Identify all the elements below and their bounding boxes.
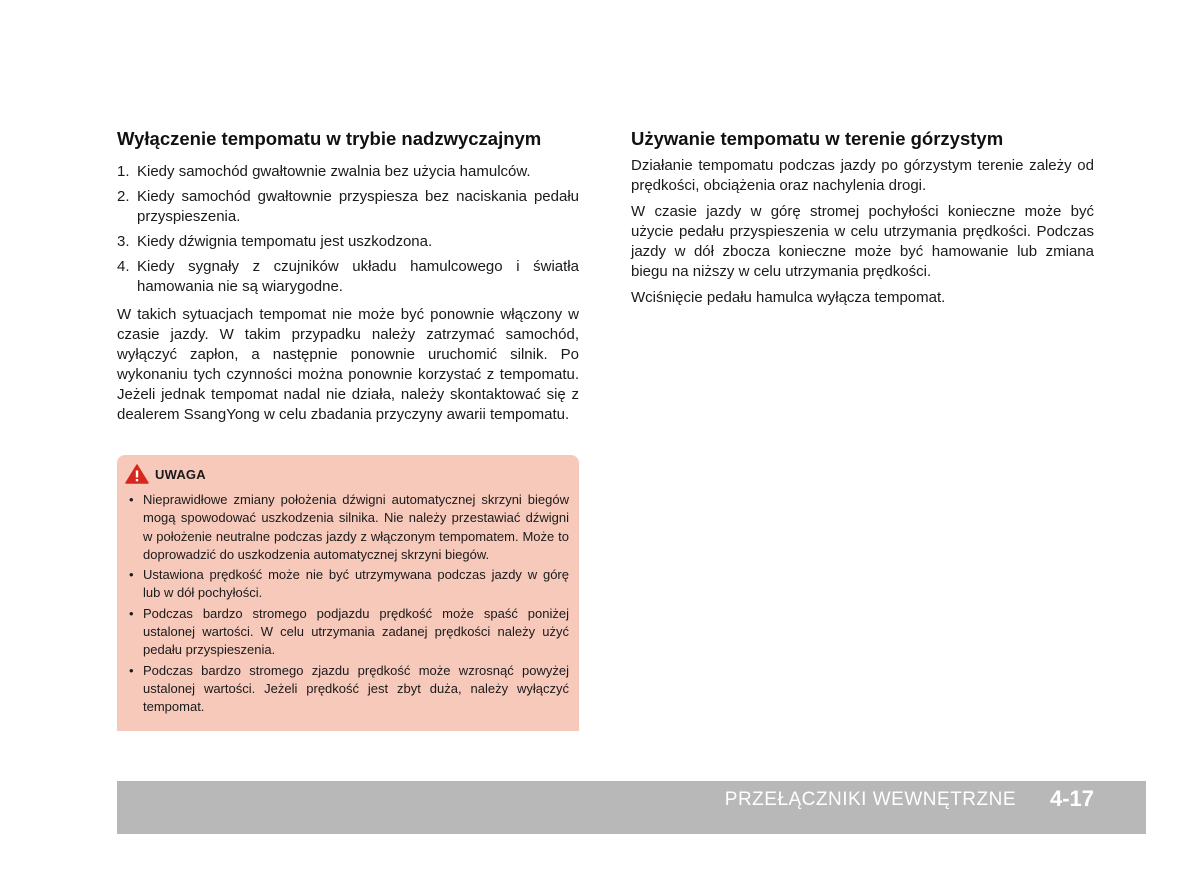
list-item: • Nieprawidłowe zmiany położenia dźwigni automatycznej skrzyni biegów mogą spowodować uszkodzenia silnika. Nie należy przestawiać dźwigni w położenie neutralne podczas jazdy z włączonym tempomatem. Może to doprowadzić do uszkodzenia automatycznej skrzyni biegów. <box>125 491 569 564</box>
warning-list <box>125 491 569 717</box>
right-paragraph: Wciśnięcie pedału hamulca wyłącza tempomat. <box>631 289 946 306</box>
list-item: 2. Kiedy samochód gwałtownie przyspiesza bez naciskania pedału przyspieszenia. <box>117 188 579 225</box>
right-heading: Używanie tempomatu w terenie górzystym <box>631 128 1004 149</box>
list-item: 4. Kiedy sygnały z czujników układu hamulcowego i światła hamowania nie są wiarygodne. <box>117 258 579 295</box>
left-heading: Wyłączenie tempomatu w trybie nadzwyczajnym <box>117 128 542 149</box>
list-item: • Podczas bardzo stromego zjazdu prędkość może wzrosnąć powyżej ustalonej wartości. Jeżeli prędkość jest zbyt duża, należy wyłączyć tempomat. <box>125 662 569 717</box>
left-paragraph: W takich sytuacjach tempomat nie może być ponownie włączony w czasie jazdy. W takim przypadku należy zatrzymać samochód, wyłączyć zapłon, a następnie ponownie uruchomić silnik. Po wykonaniu tych czynności można ponownie korzystać z tempomatu. Jeżeli jednak tempomat nadal nie działa, należy skontaktować się z dealerem SsangYong w celu zbadania przyczyny awarii tempomatu. <box>117 306 579 423</box>
warning-triangle-icon <box>125 464 149 484</box>
warning-box <box>117 455 579 731</box>
list-item: • Podczas bardzo stromego podjazdu prędkość może spaść poniżej ustalonej wartości. W celu utrzymania zadanej prędkości należy użyć pedału przyspieszenia. <box>125 605 569 660</box>
right-paragraph: Działanie tempomatu podczas jazdy po górzystym terenie zależy od prędkości, obciążenia oraz nachylenia drogi. <box>631 157 1094 194</box>
right-paragraph: W czasie jazdy w górę stromej pochyłości konieczne może być użycie pedału przyspieszenia w celu utrzymania prędkości. Podczas jazdy w dół zbocza konieczne może być hamowanie lub zmiana biegu na niższy w celu utrzymania prędkości. <box>631 203 1094 280</box>
emergency-steps-list <box>117 162 579 297</box>
warning-title: UWAGA <box>155 466 206 482</box>
page-number: 4-17 <box>1049 786 1094 811</box>
list-item: 1. Kiedy samochód gwałtownie zwalnia bez użycia hamulców. <box>117 163 531 180</box>
left-column <box>117 126 579 431</box>
list-item: 3. Kiedy dźwignia tempomatu jest uszkodzona. <box>117 233 433 250</box>
right-column <box>631 126 1094 314</box>
footer-section-title: PRZEŁĄCZNIKI WEWNĘTRZNE <box>724 789 1016 810</box>
list-item: • Ustawiona prędkość może nie być utrzymywana podczas jazdy w górę lub w dół pochyłości. <box>125 566 569 603</box>
page-footer <box>117 781 1146 834</box>
warning-header <box>125 464 569 484</box>
